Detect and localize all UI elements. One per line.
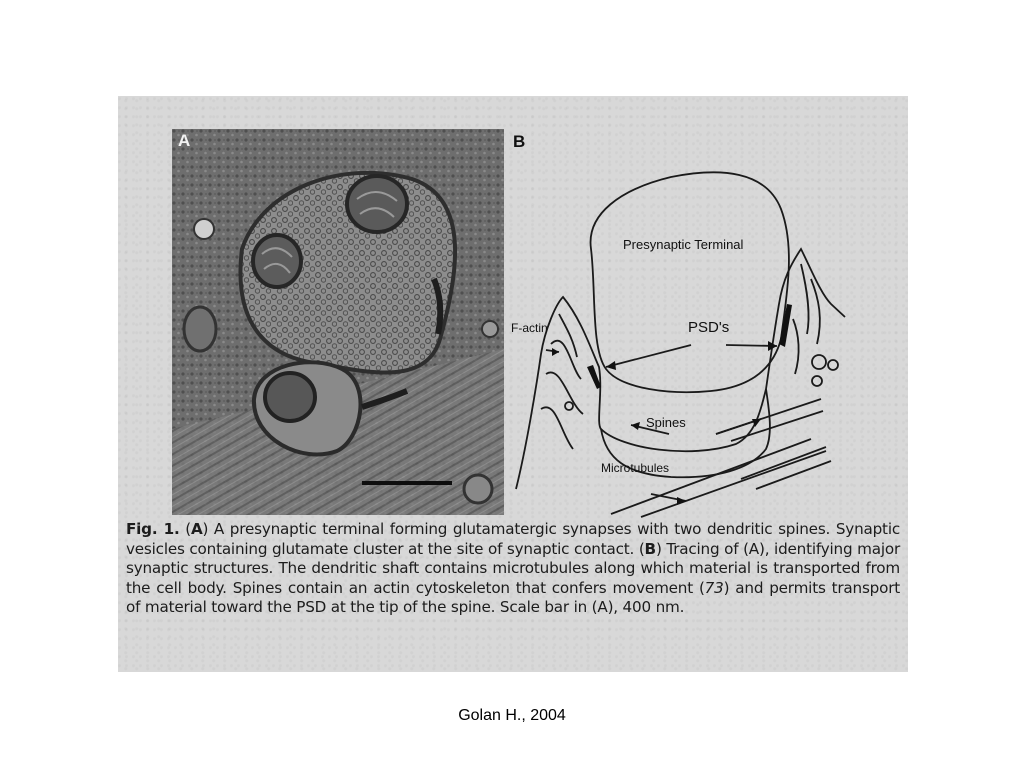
- caption-part1: A presynaptic terminal forming glutamatergic synapses with two dendritic spines. Synaptic vesicles containing glutamate cluster at the site of synaptic contact. (: [126, 520, 900, 558]
- caption-ref: 73: [704, 578, 724, 597]
- label-spines: Spines: [646, 415, 686, 430]
- panel-b-tracing: [511, 129, 851, 519]
- micrograph-image: [172, 129, 504, 515]
- caption-b-marker: B: [644, 539, 656, 558]
- panel-b-label: B: [513, 132, 526, 151]
- label-psds: PSD's: [688, 319, 730, 336]
- scale-bar: [362, 481, 452, 485]
- caption-fig-label: Fig. 1.: [126, 520, 180, 538]
- caption-a-marker: A: [190, 520, 203, 538]
- panel-a-micrograph: [172, 129, 504, 515]
- label-presynaptic-terminal: Presynaptic Terminal: [623, 237, 744, 252]
- scanned-figure: [118, 96, 908, 672]
- tracing-diagram: [511, 129, 851, 519]
- label-microtubules: Microtubules: [601, 461, 670, 475]
- label-f-actin: F-actin: [511, 321, 548, 335]
- caption-part3: ) and permits transport of material toward the PSD at the tip of the spine. Scale bar in (A), 400 nm.: [126, 578, 900, 616]
- figure-caption: Fig. 1. (A) A presynaptic terminal forming glutamatergic synapses with two dendritic spines. Synaptic vesicles containing glutamate cluster at the site of synaptic contact. (B) Tracing of (A), identifying major synaptic structures. The dendritic shaft contains microtubules along which material is transported from the cell body. Spines contain an actin cytoskeleton that confers movement (73) and permits transport of material toward the PSD at the tip of the spine. Scale bar in (A), 400 nm.: [126, 520, 900, 616]
- slide-credit: Golan H., 2004: [458, 707, 566, 724]
- caption-part2: ) Tracing of (A), identifying major synaptic structures. The dendritic shaft contains microtubules along which material is transported from the cell body. Spines contain an actin cytoskeleton that confers movement (: [126, 539, 900, 597]
- panel-a-label: A: [178, 131, 191, 150]
